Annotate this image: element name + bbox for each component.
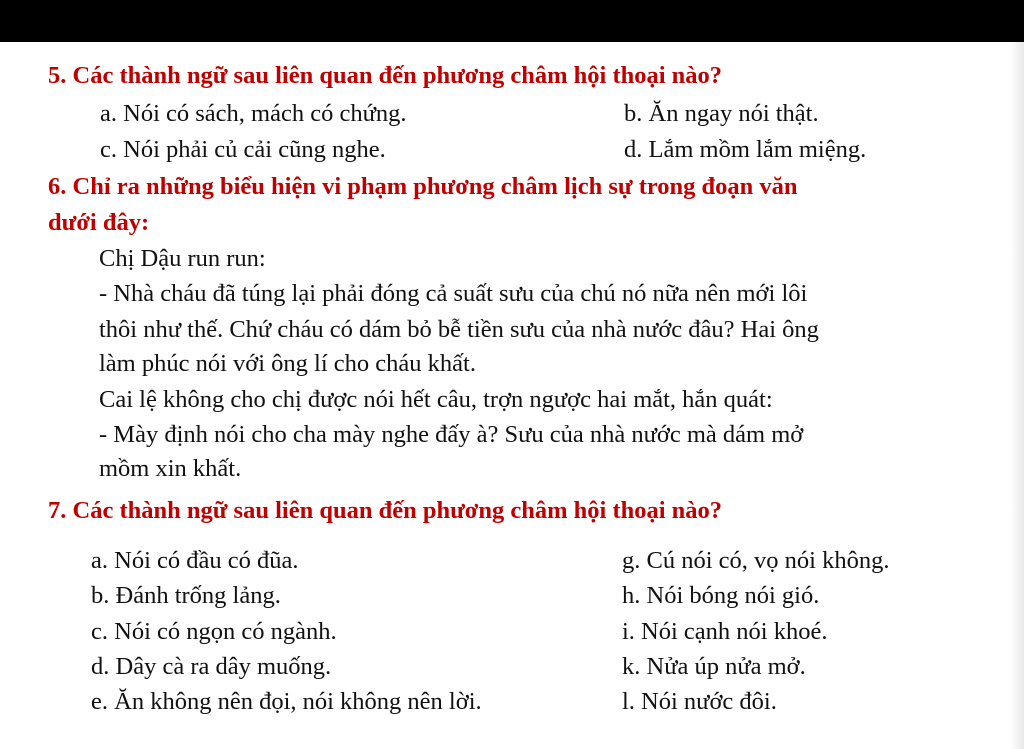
q7-right-item: g. Cú nói có, vọ nói không. xyxy=(622,547,890,574)
q7-right-item: l. Nói nước đôi. xyxy=(622,688,777,715)
question-5-title: 5. Các thành ngữ sau liên quan đến phương châm hội thoại nào? xyxy=(48,62,723,89)
top-black-bar xyxy=(0,0,1024,42)
q7-left-item: e. Ăn không nên đọi, nói không nên lời. xyxy=(91,688,482,715)
q7-right-item: h. Nói bóng nói gió. xyxy=(622,582,820,609)
q5-option-b: b. Ăn ngay nói thật. xyxy=(624,100,819,127)
passage-line: thôi như thế. Chứ cháu có dám bỏ bễ tiền sưu của nhà nước đâu? Hai ông xyxy=(99,316,819,343)
q7-left-item: c. Nói có ngọn có ngành. xyxy=(91,618,337,645)
question-6-title-line-1: 6. Chỉ ra những biểu hiện vi phạm phương châm lịch sự trong đoạn văn xyxy=(48,173,798,200)
page-edge-shadow xyxy=(1010,42,1024,749)
q5-option-c: c. Nói phải củ cải cũng nghe. xyxy=(100,136,386,163)
q7-right-item: i. Nói cạnh nói khoé. xyxy=(622,618,828,645)
question-6-title-line-2: dưới đây: xyxy=(48,209,150,236)
q5-option-d: d. Lắm mồm lắm miệng. xyxy=(624,136,867,163)
document-page xyxy=(0,42,1010,749)
q5-option-a: a. Nói có sách, mách có chứng. xyxy=(100,100,407,127)
q7-right-item: k. Nửa úp nửa mở. xyxy=(622,653,806,680)
question-7-title: 7. Các thành ngữ sau liên quan đến phương châm hội thoại nào? xyxy=(48,497,723,524)
passage-line: mồm xin khất. xyxy=(99,455,242,482)
passage-line: Cai lệ không cho chị được nói hết câu, trợn ngược hai mắt, hắn quát: xyxy=(99,386,773,413)
passage-line: - Nhà cháu đã túng lại phải đóng cả suất sưu của chú nó nữa nên mới lôi xyxy=(99,280,808,307)
passage-line: Chị Dậu run run: xyxy=(99,245,266,272)
passage-line: làm phúc nói với ông lí cho cháu khất. xyxy=(99,350,476,377)
q7-left-item: d. Dây cà ra dây muống. xyxy=(91,653,332,680)
q7-left-item: a. Nói có đầu có đũa. xyxy=(91,547,299,574)
q7-left-item: b. Đánh trống lảng. xyxy=(91,582,281,609)
passage-line: - Mày định nói cho cha mày nghe đấy à? Sưu của nhà nước mà dám mở xyxy=(99,421,804,448)
